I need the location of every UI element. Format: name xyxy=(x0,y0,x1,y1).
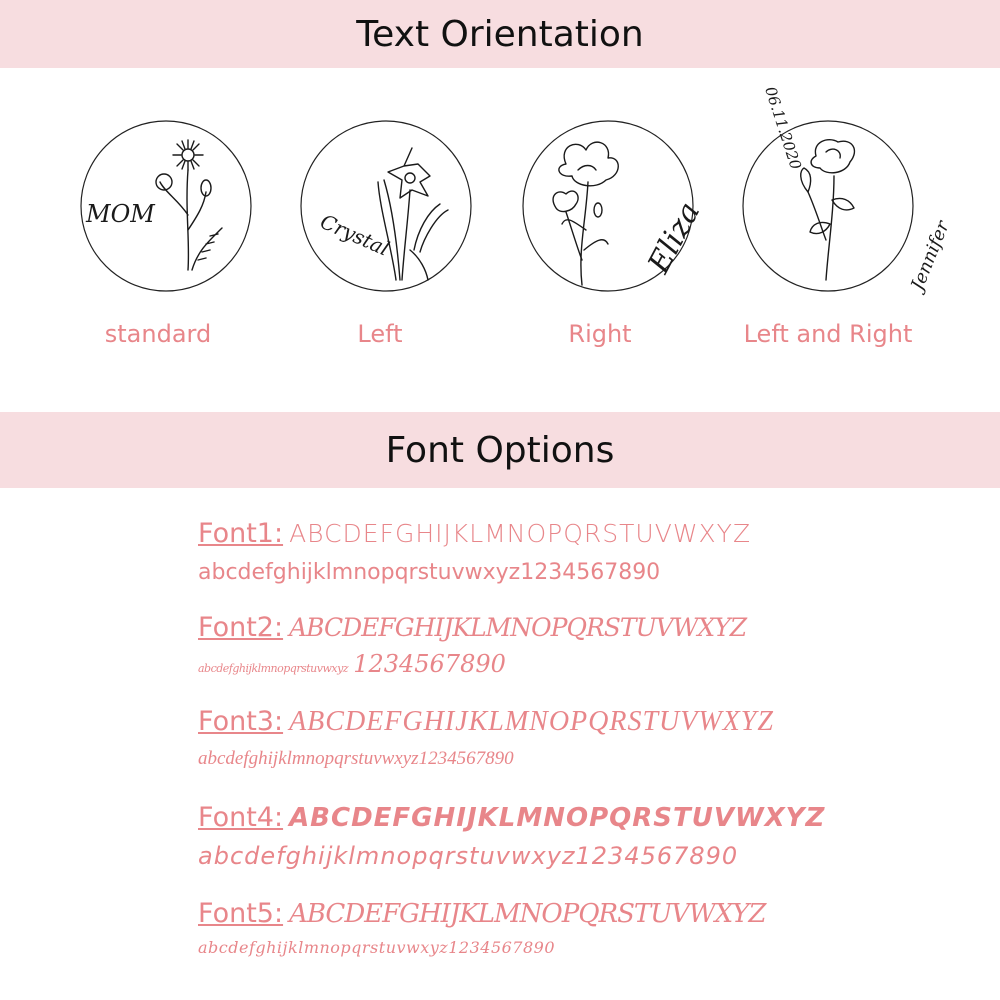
font-1-lowercase-sample: abcdefghijklmnopqrstuvwxyz1234567890 xyxy=(198,560,661,585)
font-label: Font4: xyxy=(198,802,284,833)
font-option-1[interactable] xyxy=(198,518,751,549)
orientation-sample-standard[interactable] xyxy=(80,120,252,292)
font-option-5[interactable] xyxy=(198,898,765,929)
engraving-text-eliza: Eliza xyxy=(641,196,708,280)
font-label: Font1: xyxy=(198,518,284,549)
font-2-digits-text: 1234567890 xyxy=(353,650,506,678)
font-options-title: Font Options xyxy=(385,429,615,471)
caption-standard: standard xyxy=(104,320,212,348)
font-label: Font2: xyxy=(198,612,284,643)
font-uppercase-sample: ABCDEFGHIJKLMNOPQRSTUVWXYZ xyxy=(289,706,774,737)
caption-left-and-right: Left and Right xyxy=(743,320,913,348)
orientation-sample-right[interactable] xyxy=(522,120,708,292)
font-option-4[interactable] xyxy=(198,802,825,833)
orientation-sample-left[interactable] xyxy=(300,120,472,292)
font-option-2[interactable] xyxy=(198,612,746,643)
font-2-lowercase-text: abcdefghijklmnopqrstuvwxyz xyxy=(198,662,349,675)
caption-right: Right xyxy=(568,320,632,348)
poppy-engraving-illustration xyxy=(522,120,708,292)
engraving-text-crystal: Crystal xyxy=(316,209,393,261)
font-uppercase-sample: ABCDEFGHIJKLMNOPQRSTUVWXYZ xyxy=(289,613,747,642)
engraving-text-jennifer: Jennifer xyxy=(907,217,954,294)
narcissus-engraving-illustration xyxy=(300,120,472,292)
font-label: Font5: xyxy=(198,898,284,929)
font-options-banner xyxy=(0,412,1000,488)
font-option-3[interactable] xyxy=(198,706,774,738)
engraving-text-mom: MOM xyxy=(86,200,155,228)
daisy-engraving-illustration xyxy=(80,120,252,292)
font-label: Font3: xyxy=(198,706,284,737)
engraving-text-date: 06.11.2020 xyxy=(761,84,805,172)
font-3-lowercase-sample: abcdefghijklmnopqrstuvwxyz1234567890 xyxy=(198,748,514,769)
font-4-lowercase-sample: abcdefghijklmnopqrstuvwxyz1234567890 xyxy=(198,842,739,870)
font-5-lowercase-sample: abcdefghijklmnopqrstuvwxyz1234567890 xyxy=(198,938,556,957)
font-2-lowercase-sample xyxy=(198,650,506,678)
font-uppercase-sample: ABCDEFGHIJKLMNOPQRSTUVWXYZ xyxy=(289,803,826,833)
font-uppercase-sample: ABCDEFGHIJKLMNOPQRSTUVWXYZ xyxy=(289,519,752,548)
caption-left: Left xyxy=(357,320,403,348)
font-uppercase-sample: ABCDEFGHIJKLMNOPQRSTUVWXYZ xyxy=(289,899,766,929)
text-orientation-banner xyxy=(0,0,1000,68)
text-orientation-title: Text Orientation xyxy=(356,13,644,55)
rose-engraving-illustration xyxy=(742,84,954,294)
orientation-sample-left-and-right[interactable] xyxy=(742,84,954,294)
